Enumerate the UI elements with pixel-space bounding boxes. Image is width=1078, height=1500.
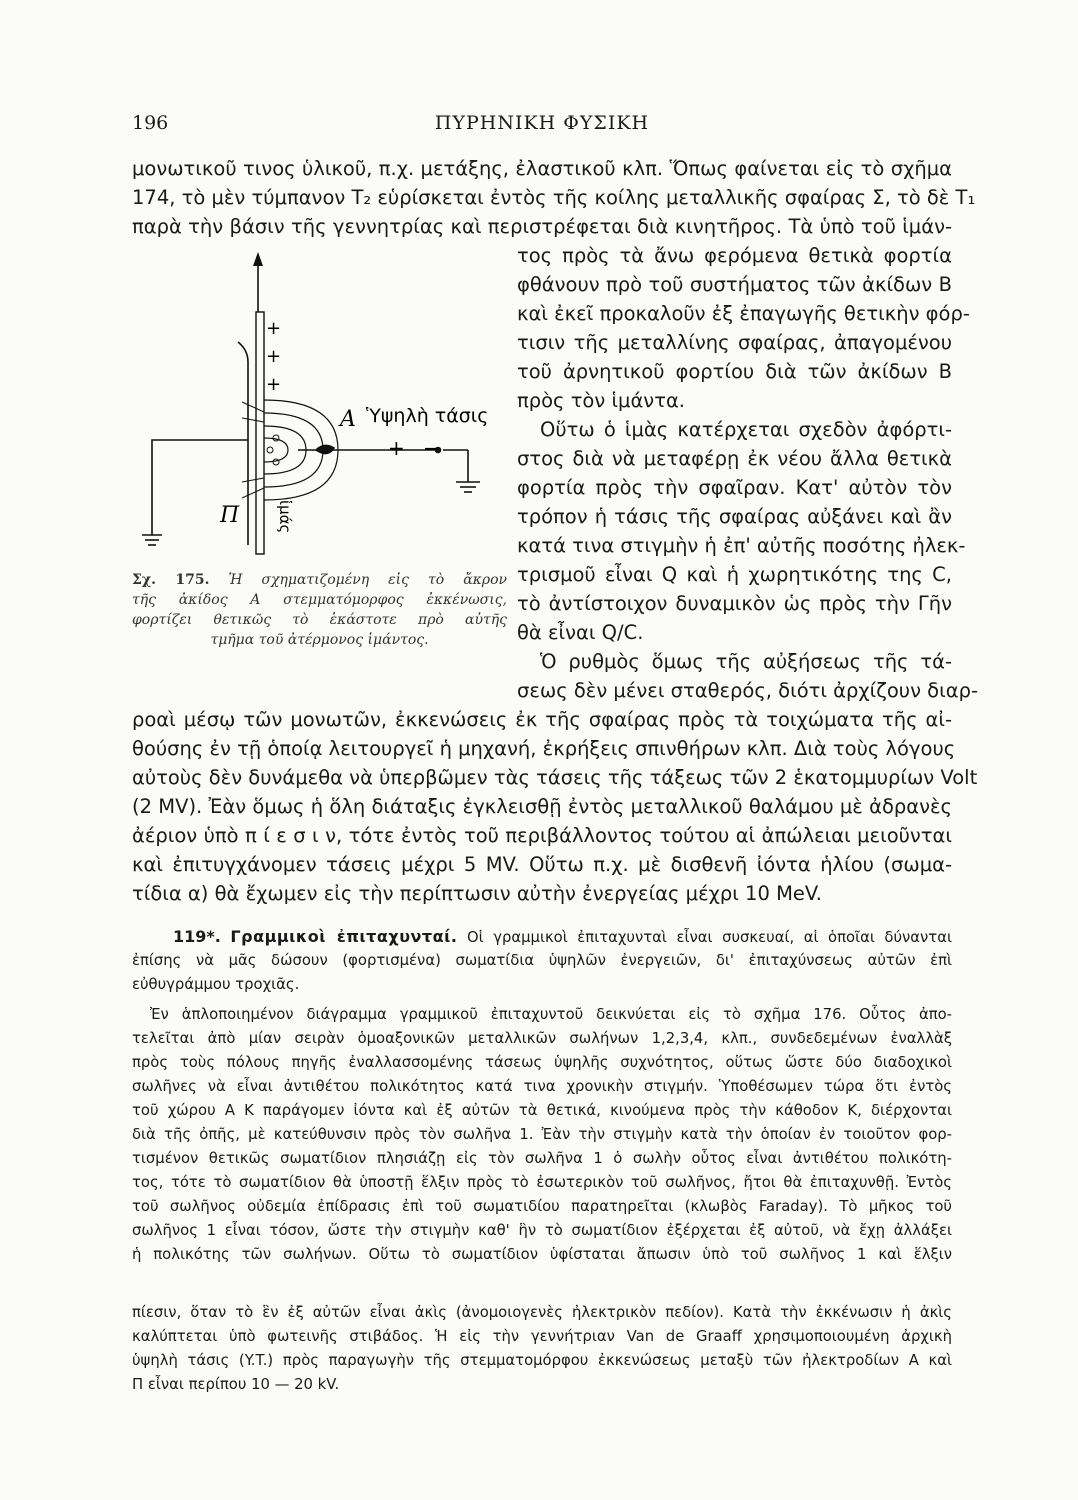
section-title: Γραμμικοὶ ἐπιταχυνταί. <box>230 927 458 946</box>
text-line: 174, τὸ μὲν τύμπανον T₂ εὑρίσκεται ἐντὸς τῆς κοίλης μεταλλικῆς σφαίρας Σ, τὸ δὲ T₁ <box>132 186 976 209</box>
text-line: ροαὶ μέσῳ τῶν μονωτῶν, ἐκκενώσεις ἐκ τῆς σφαίρας πρὸς τὰ τοιχώματα τῆς αἰ- <box>132 708 952 731</box>
text-line: αὐτοὺς δὲν δυνάμεθα νὰ ὑπερβῶμεν τὰς τάσεις τῆς τάξεως τῶν 2 ἑκατομμυρίων Volt <box>132 766 978 789</box>
text-line: πρὸς τὸν ἱμάντα. <box>517 389 685 412</box>
footnote-line: Π εἶναι περίπου 10 — 20 kV. <box>132 1376 340 1393</box>
text-line: ἀέριον ὑπὸ π ί ε σ ι ν, τότε ἐντὸς τοῦ περιβάλλοντος τούτου αἱ ἀπώλειαι μειοῦνται <box>132 824 952 847</box>
running-title: ΠΥΡΗΝΙΚΗ ΦΥΣΙΚΗ <box>434 112 650 134</box>
section-line: πρὸς τοὺς πόλους πηγῆς ἐναλλασσομένης τάσεως ὑψηλῆς συχνότητος, οὕτως ὥστε δύο διαδοχικοὶ <box>132 1054 952 1071</box>
caption-line: τῆς ἀκίδος A στεμματόμορφος ἐκκένωσις, <box>132 592 507 608</box>
text-line: θούσης ἐν τῇ ὁποίᾳ λειτουργεῖ ἡ μηχανή, ἐκρήξεις σπινθήρων κλπ. Διὰ τοὺς λόγους <box>132 737 956 760</box>
text-line: καὶ ἐπιτυγχάνομεν τάσεις μέχρι 5 MV. Οὕτω π.χ. μὲ δισθενῆ ἰόντα ἡλίου (σωμα- <box>132 853 952 876</box>
caption-number: Σχ. 175. <box>132 572 210 588</box>
section-line: σωλῆνες νὰ εἶναι ἀντιθέτου πολικότητος κατά τινα χρονικὴν στιγμήν. Ὑποθέσωμεν τώρα ὅτι ἐντὸς <box>132 1078 952 1095</box>
text-line: τος πρὸς τὰ ἄνω φερόμενα θετικὰ φορτία <box>517 244 952 267</box>
plus-charge-2: + <box>266 346 282 367</box>
figure-175-diagram <box>138 250 510 580</box>
caption-line: φορτίζει θετικῶς τὸ ἑκάστοτε πρὸ αὐτῆς <box>132 612 507 628</box>
caption-line: τμῆμα τοῦ ἀτέρμονος ἱμάντος. <box>210 632 429 648</box>
plus-charge-1: + <box>266 318 282 339</box>
figure-caption <box>132 570 507 650</box>
text-line: μονωτικοῦ τινος ὑλικοῦ, π.χ. μετάξης, ἐλαστικοῦ κλπ. Ὅπως φαίνεται εἰς τὸ σχῆμα <box>132 157 952 180</box>
plus-terminal: + <box>388 436 405 460</box>
footnote-line: ὑψηλὴ τάσις (Y.T.) πρὸς παραγωγὴν τῆς στεμματομόρφου ἐκκενώσεως μεταξὺ τῶν ἠλεκτροδίων A καὶ <box>132 1352 952 1369</box>
section-line: τοῦ σωλῆνος οὐδεμία ἐπίδρασις ἐπὶ τοῦ σωματιδίου παρατηρεῖται (κλωβὸς Faraday). Τὸ μῆκος τοῦ <box>132 1198 952 1215</box>
plus-charge-3: + <box>266 374 282 395</box>
section-line: τισμένον θετικῶς σωματίδιον πλησιάζῃ εἰς τὸν σωλῆνα 1 ὁ σωλὴν οὗτος εἶναι ἀντιθέτου πολικότη- <box>132 1150 952 1167</box>
text-line: κατά τινα στιγμὴν ἡ ἐπ' αὐτῆς ποσότης ἠλεκ- <box>517 534 966 557</box>
section-line: ἐπίσης νὰ μᾶς δώσουν (φορτισμένα) σωματίδια ὑψηλῶν ἐνεργειῶν, δι' ἐπιταχύνσεως αὐτῶν ἐπὶ <box>132 952 952 969</box>
section-line: εὐθυγράμμου τροχιᾶς. <box>132 976 300 993</box>
label-belt: ἱμάς <box>276 500 294 534</box>
text-line: Οὕτω ὁ ἱμὰς κατέρχεται σχεδὸν ἀφόρτι- <box>540 418 952 441</box>
text-line: τρισμοῦ εἶναι Q καὶ ἡ χωρητικότης της C, <box>517 563 952 586</box>
page-header <box>132 112 952 142</box>
section-line: τος, τότε τὸ σωματίδιον θὰ ὑποστῇ ἕλξιν πρὸς τὸ ἐσωτερικὸν τοῦ σωλῆνος, ἤτοι θὰ ἐπιταχυνθῇ. Ἐντὸς <box>132 1174 952 1191</box>
footnote-line: πίεσιν, ὅταν τὸ ἓν ἐξ αὐτῶν εἶναι ἀκὶς (ἀνομοιογενὲς ἠλεκτρικὸν πεδίον). Κατὰ τὴν ἐκκένωσιν ἡ ἀκὶς <box>132 1304 952 1321</box>
text-line: τισιν τῆς μεταλλίνης σφαίρας, ἀπαγομένου <box>517 331 952 354</box>
label-high-voltage: Ὑψηλὴ τάσις <box>366 405 489 427</box>
minus-terminal: − <box>423 436 440 460</box>
section-line: ἡ πολικότης τῶν σωλήνων. Οὕτω τὸ σωματίδιον ὑφίσταται ἄπωσιν ὑπὸ τοῦ σωλῆνος 1 καὶ ἕλξιν <box>132 1246 952 1263</box>
text-line: (2 MV). Ἐὰν ὅμως ἡ ὅλη διάταξις ἐγκλεισθῇ ἐντὸς μεταλλικοῦ θαλάμου μὲ ἀδρανὲς <box>132 795 952 818</box>
section-line: τοῦ χώρου A K παράγομεν ἰόντα καὶ ἐξ αὐτῶν τὰ θετικά, κινούμενα πρὸς τὴν κάθοδον K, διέρχονται <box>132 1102 952 1119</box>
text-line: τοῦ ἀρνητικοῦ φορτίου διὰ τῶν ἀκίδων B <box>517 360 952 383</box>
section-line: Ἐν ἁπλοποιημένον διάγραμμα γραμμικοῦ ἐπιταχυντοῦ δεικνύεται εἰς τὸ σχῆμα 176. Οὗτος ἀπο- <box>150 1006 952 1023</box>
text-line: τίδια α) θὰ ἔχωμεν εἰς τὴν περίπτωσιν αὐτὴν ἐνεργείας μέχρι 10 MeV. <box>132 882 822 905</box>
section-line: διὰ τῆς ὀπῆς, μὲ κατεύθυνσιν πρὸς τὸν σωλῆνα 1. Ἐὰν τὴν στιγμὴν κατὰ τὴν ὁποίαν ἐν τοιοῦτον φορ- <box>132 1126 952 1143</box>
footnote-line: καλύπτεται ὑπὸ φωτεινῆς στιβάδος. Ἡ εἰς τὴν γεννήτριαν Van de Graaff χρησιμοποιουμένη ἀρχικὴ <box>132 1328 952 1345</box>
caption-line: Ἡ σχηματιζομένη εἰς τὸ ἄκρον <box>228 572 508 588</box>
text-line: φορτία πρὸς τὴν σφαῖραν. Κατ' αὐτὸν τὸν <box>517 476 952 499</box>
text-line: φθάνουν πρὸ τοῦ συστήματος τῶν ἀκίδων B <box>517 273 952 296</box>
text-line: καὶ ἐκεῖ προκαλοῦν ἐξ ἐπαγωγῆς θετικὴν φόρ- <box>517 302 970 325</box>
text-line: τὸ ἀντίστοιχον δυναμικὸν ὡς πρὸς τὴν Γῆν <box>517 592 952 615</box>
section-line: Οἱ γραμμικοὶ ἐπιταχυνταὶ εἶναι συσκευαί, αἱ ὁποῖαι δύνανται <box>467 929 952 946</box>
section-number: 119*. <box>173 927 221 946</box>
text-line: σεως δὲν μένει σταθερός, διότι ἀρχίζουν διαρ- <box>517 679 978 702</box>
page-number: 196 <box>132 112 169 134</box>
text-line: παρὰ τὴν βάσιν τῆς γεννητρίας καὶ περιστρέφεται διὰ κινητῆρος. Τὰ ὑπὸ τοῦ ἱμάν- <box>132 215 952 238</box>
text-line: Ὁ ρυθμὸς ὅμως τῆς αὐξήσεως τῆς τά- <box>540 650 952 673</box>
text-line: θὰ εἶναι Q/C. <box>517 621 644 644</box>
label-Pi: Π <box>220 503 240 528</box>
section-line: τελεῖται ἀπὸ μίαν σειρὰν ὁμοαξονικῶν μεταλλικῶν σωλήνων 1,2,3,4, κλπ., συνδεδεμένων ἐναλλὰξ <box>132 1030 952 1047</box>
text-line: στος διὰ νὰ μεταφέρῃ ἐκ νέου ἄλλα θετικὰ <box>517 447 952 470</box>
section-first-line <box>173 926 952 949</box>
section-line: σωλῆνος 1 εἶναι τόσον, ὥστε τὴν στιγμὴν καθ' ἣν τὸ σωματίδιον ἐξέρχεται ἐξ αὐτοῦ, νὰ ἔχῃ ἀλλάξει <box>132 1222 952 1239</box>
label-A: A <box>340 407 356 432</box>
text-line: τρόπον ἡ τάσις τῆς σφαίρας αὐξάνει καὶ ἂν <box>517 505 952 528</box>
